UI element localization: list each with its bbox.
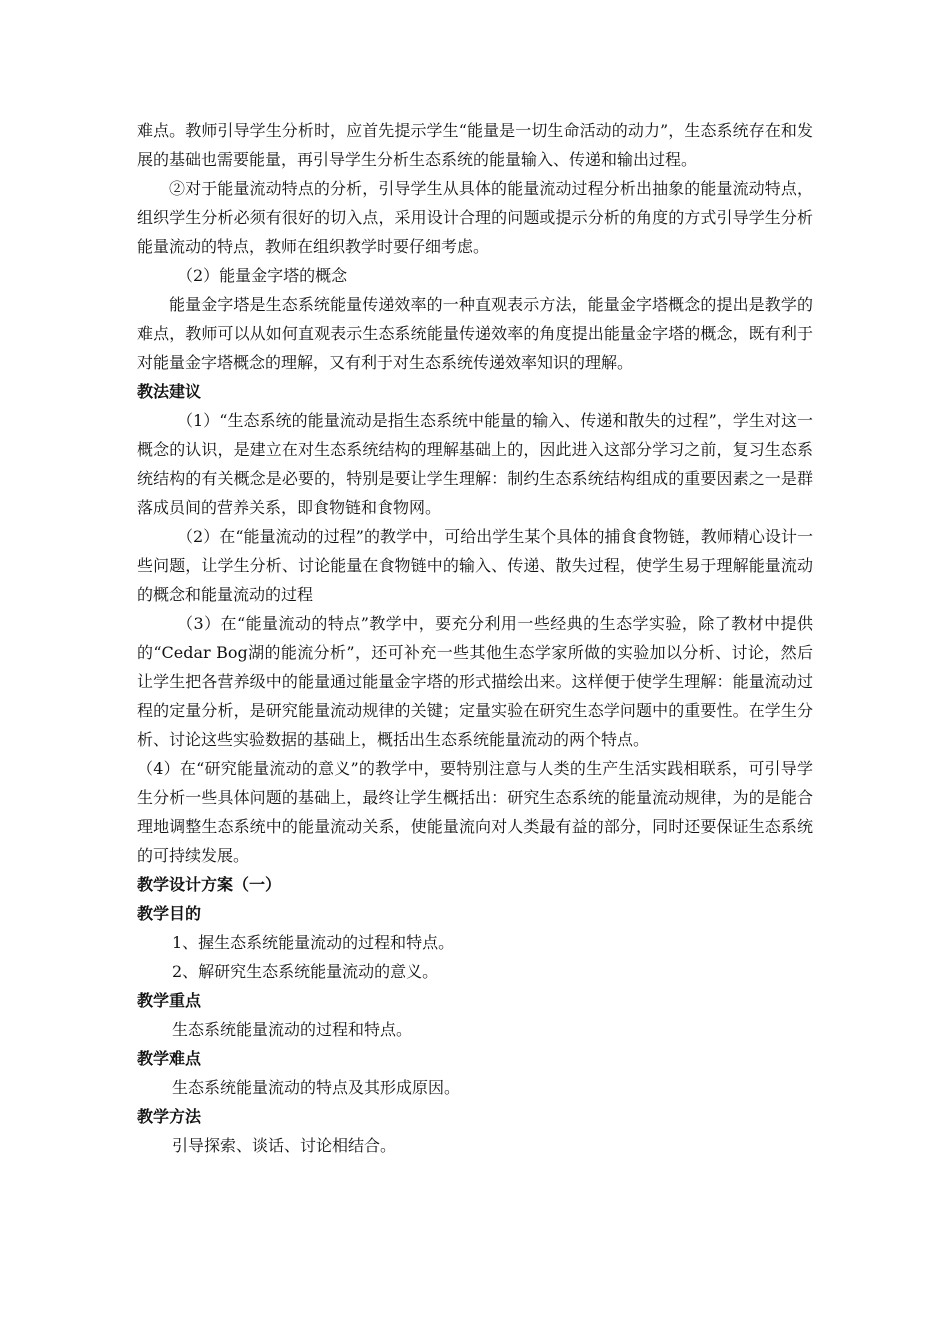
heading-key-point: 教学重点 [137, 991, 202, 1010]
heading-design-plan: 教学设计方案（一） [137, 875, 282, 894]
heading-teaching-methods: 教学方法 [137, 1107, 202, 1126]
key-point-text: 生态系统能量流动的过程和特点。 [172, 1020, 413, 1039]
difficult-point-text: 生态系统能量流动的特点及其形成原因。 [172, 1078, 461, 1097]
paragraph-advice-4: （4）在“研究能量流动的意义”的教学中，要特别注意与人类的生产生活实践相联系，可引导学生分析一些具体问题的基础上，最终让学生概括出：研究生态系统的能量流动规律，为的是能合理地调整生态系统中的能量流动关系，使能量流向对人类最有益的部分，同时还要保证生态系统的可持续发展。 [137, 759, 813, 865]
paragraph-advice-1: （1）“生态系统的能量流动是指生态系统中能量的输入、传递和散失的过程”，学生对这一概念的认识，是建立在对生态系统结构的理解基础上的，因此进入这部分学习之前，复习生态系统结构的有关概念是必要的，特别是要让学生理解：制约生态系统结构组成的重要因素之一是群落成员间的营养关系，即食物链和食物网。 [137, 411, 813, 517]
teaching-methods-text: 引导探索、谈话、讨论相结合。 [172, 1136, 397, 1155]
paragraph-advice-2: （2）在“能量流动的过程”的教学中，可给出学生某个具体的捕食食物链，教师精心设计一些问题，让学生分析、讨论能量在食物链中的输入、传递、散失过程，使学生易于理解能量流动的概念和能量流动的过程 [137, 527, 813, 604]
heading-teaching-goal: 教学目的 [137, 904, 202, 923]
paragraph-energy-pyramid: 能量金字塔是生态系统能量传递效率的一种直观表示方法，能量金字塔概念的提出是教学的难点，教师可以从如何直观表示生态系统能量传递效率的角度提出能量金字塔的概念，既有利于对能量金字塔概念的理解，又有利于对生态系统传递效率知识的理解。 [137, 295, 813, 372]
goal-item-1: 1、握生态系统能量流动的过程和特点。 [172, 933, 455, 952]
subheading-energy-pyramid: （2）能量金字塔的概念 [177, 266, 348, 285]
goal-item-2: 2、解研究生态系统能量流动的意义。 [172, 962, 439, 981]
paragraph-advice-3: （3）在“能量流动的特点”教学中，要充分利用一些经典的生态学实验，除了教材中提供的“Cedar Bog湖的能流分析”，还可补充一些其他生态学家所做的实验加以分析、讨论，然后让学生把各营养级中的能量通过能量金字塔的形式描绘出来。这样便于使学生理解：能量流动过程的定量分析，是研究能量流动规律的关键；定量实验在研究生态学问题中的重要性。在学生分析、讨论这些实验数据的基础上，概括出生态系统能量流动的两个特点。 [137, 614, 813, 749]
paragraph-energy-flow-features: ②对于能量流动特点的分析，引导学生从具体的能量流动过程分析出抽象的能量流动特点，组织学生分析必须有很好的切入点，采用设计合理的问题或提示分析的角度的方式引导学生分析能量流动的特点，教师在组织教学时要仔细考虑。 [137, 179, 813, 256]
document-body [137, 116, 813, 1160]
heading-method-advice: 教法建议 [137, 382, 202, 401]
heading-difficult-point: 教学难点 [137, 1049, 202, 1068]
paragraph-difficulty-analysis: 难点。教师引导学生分析时，应首先提示学生“能量是一切生命活动的动力”，生态系统存在和发展的基础也需要能量，再引导学生分析生态系统的能量输入、传递和输出过程。 [137, 121, 813, 169]
